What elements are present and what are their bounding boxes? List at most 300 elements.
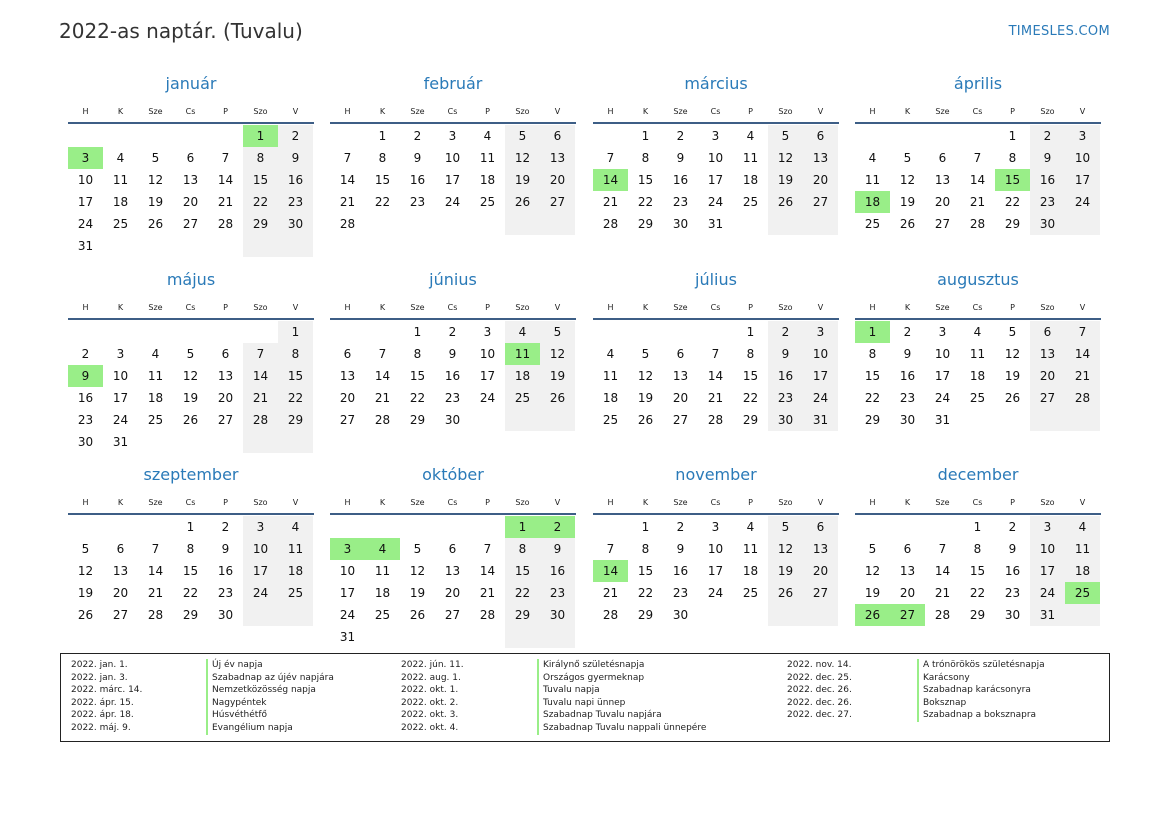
day-cell: 15 [505,560,540,582]
day-cell: 15 [243,169,278,191]
day-cell: 12 [768,538,803,560]
day-cell: 31 [934,413,951,427]
weekday-label: H [607,303,614,312]
weekday-label: K [904,107,911,116]
day-cell: 4 [973,325,982,339]
weekday-label: Sze [148,303,163,312]
day-cell: 6 [116,542,125,556]
weekday-label: V [292,303,299,312]
weekday-label: P [1010,107,1015,116]
weekday-label: V [292,107,299,116]
weekday-label: K [117,498,124,507]
day-cell: 6 [186,151,195,165]
day-cell: 21 [147,586,164,600]
day-cell: 9 [278,147,313,169]
day-cell: 8 [641,542,650,556]
day-cell: 14 [479,564,496,578]
day-cell: 29 [742,413,759,427]
day-cell: 20 [182,195,199,209]
day-cell: 26 [77,608,94,622]
day-cell: 30 [672,217,689,231]
weekday-label: K [904,498,911,507]
weekend-empty-cell [768,213,803,235]
weekday-label: Szo [778,303,793,312]
day-cell: 8 [973,542,982,556]
day-cell: 28 [602,608,619,622]
weekday-label: Sze [148,107,163,116]
legend-holiday-name: Húsvéthétfő [206,709,267,722]
day-cell: 13 [803,538,838,560]
day-cell: 8 [278,343,313,365]
month-divider [855,513,1101,515]
day-cell: 27 [934,217,951,231]
day-cell: 26 [409,608,426,622]
weekday-label: Sze [410,498,425,507]
weekday-label: Szo [778,107,793,116]
day-cell: 8 [868,347,877,361]
day-cell: 12 [1004,347,1021,361]
day-cell: 20 [934,195,951,209]
day-cell: 28 [602,217,619,231]
day-cell: 9 [413,151,422,165]
day-cell: 25 [742,586,759,600]
day-cell: 6 [343,347,352,361]
day-cell: 11 [479,151,496,165]
day-cell: 22 [278,387,313,409]
day-cell: 7 [221,151,230,165]
day-cell: 21 [969,195,986,209]
legend-date: 2022. jún. 11. [401,660,464,670]
day-cell: 25 [969,391,986,405]
day-cell: 25 [278,582,313,604]
weekday-header [855,298,1101,318]
weekday-header [68,298,314,318]
legend-holiday-name: Tuvalu napi ünnep [537,697,625,710]
day-cell: 12 [409,564,426,578]
day-cell: 25 [742,195,759,209]
legend-date: 2022. dec. 25. [787,672,852,683]
day-cell: 17 [243,560,278,582]
day-cell: 23 [672,195,689,209]
day-cell: 22 [409,391,426,405]
day-cell: 27 [672,413,689,427]
page-title: 2022-as naptár. (Tuvalu) [59,19,303,43]
day-cell: 31 [112,435,129,449]
day-cell: 4 [868,151,877,165]
legend-holiday-name: Királynő születésnapja [537,659,644,672]
day-cell: 13 [217,369,234,383]
day-cell: 19 [540,365,575,387]
day-cell: 2 [413,129,422,143]
day-cell: 24 [803,387,838,409]
weekend-empty-cell [505,213,540,235]
day-cell: 13 [339,369,356,383]
day-cell: 9 [1030,147,1065,169]
day-cell: 4 [505,321,540,343]
day-cell: 23 [217,586,234,600]
day-cell: 16 [217,564,234,578]
weekday-label: V [1079,107,1086,116]
weekday-label: Sze [935,498,950,507]
weekend-empty-cell [803,213,838,235]
day-cell: 22 [182,586,199,600]
day-cell: 18 [602,391,619,405]
holiday-day-cell: 27 [890,604,925,626]
day-cell: 24 [444,195,461,209]
day-cell: 24 [339,608,356,622]
day-cell: 22 [243,191,278,213]
day-cell: 20 [1030,365,1065,387]
holiday-day-cell: 9 [68,365,103,387]
weekday-label: K [642,107,649,116]
day-cell: 10 [1065,147,1100,169]
day-cell: 15 [374,173,391,187]
day-cell: 5 [868,542,877,556]
weekday-label: Sze [673,303,688,312]
day-cell: 12 [540,343,575,365]
weekend-empty-cell [1030,409,1065,431]
weekday-label: K [117,303,124,312]
legend-date: 2022. ápr. 15. [71,697,134,708]
day-cell: 12 [77,564,94,578]
day-cell: 7 [1065,321,1100,343]
day-cell: 10 [112,369,129,383]
day-cell: 9 [540,538,575,560]
day-cell: 6 [938,151,947,165]
day-cell: 12 [182,369,199,383]
day-cell: 11 [742,542,759,556]
day-cell: 5 [768,125,803,147]
holiday-day-cell: 14 [593,169,628,191]
weekday-label: K [117,107,124,116]
day-cell: 12 [768,147,803,169]
brand-link[interactable]: TIMESLES.COM [1008,24,1110,39]
day-cell: 13 [444,564,461,578]
day-cell: 17 [803,365,838,387]
day-cell: 22 [637,586,654,600]
day-cell: 22 [637,195,654,209]
legend-holiday-name: Szabadnap a boksznapra [917,709,1036,722]
day-cell: 26 [768,191,803,213]
day-cell: 18 [505,365,540,387]
day-cell: 14 [1065,343,1100,365]
day-cell: 6 [540,125,575,147]
weekday-label: Szo [253,498,268,507]
legend-date: 2022. dec. 26. [787,697,852,708]
day-cell: 15 [637,173,654,187]
day-cell: 18 [278,560,313,582]
weekday-label: H [607,498,614,507]
day-cell: 9 [221,542,230,556]
day-cell: 26 [637,413,654,427]
legend-holiday-name: A trónörökös születésnapja [917,659,1045,672]
day-cell: 30 [540,604,575,626]
day-cell: 26 [768,582,803,604]
day-cell: 5 [540,321,575,343]
legend-date: 2022. nov. 14. [787,660,852,670]
day-cell: 9 [676,151,685,165]
day-cell: 28 [1065,387,1100,409]
day-cell: 28 [479,608,496,622]
day-cell: 29 [637,217,654,231]
weekday-header [68,102,314,122]
day-cell: 4 [606,347,615,361]
day-cell: 25 [864,217,881,231]
weekday-label: K [379,107,386,116]
day-cell: 29 [505,604,540,626]
day-cell: 15 [637,564,654,578]
legend-holiday-name: Szabadnap karácsonyra [917,684,1031,697]
legend-holiday-name: Szabadnap Tuvalu nappali ünnepére [537,722,706,735]
day-cell: 15 [409,369,426,383]
legend-date: 2022. okt. 2. [401,697,459,708]
legend-holiday-name: Nemzetközösség napja [206,684,316,697]
month-name: november [675,465,757,484]
weekday-label: H [869,107,876,116]
legend-holiday-name: Nagypéntek [206,697,267,710]
day-cell: 25 [374,608,391,622]
month-name: május [166,270,216,289]
weekday-label: K [379,498,386,507]
day-cell: 30 [278,213,313,235]
day-cell: 2 [768,321,803,343]
day-cell: 30 [1030,213,1065,235]
day-cell: 2 [1030,125,1065,147]
day-cell: 16 [77,391,94,405]
day-cell: 17 [112,391,129,405]
month-name: február [423,74,483,93]
month-name: szeptember [143,465,239,484]
day-cell: 7 [973,151,982,165]
day-cell: 21 [602,195,619,209]
weekday-label: Szo [1040,498,1055,507]
weekend-empty-cell [278,235,313,257]
day-cell: 3 [1065,125,1100,147]
day-cell: 27 [112,608,129,622]
day-cell: 27 [444,608,461,622]
weekend-empty-cell [803,604,838,626]
weekday-label: P [485,498,490,507]
day-cell: 17 [444,173,461,187]
day-cell: 1 [186,520,195,534]
day-cell: 30 [217,608,234,622]
weekday-label: Sze [148,498,163,507]
day-cell: 9 [903,347,912,361]
weekday-label: H [82,498,89,507]
day-cell: 7 [483,542,492,556]
day-cell: 1 [746,325,755,339]
day-cell: 23 [1004,586,1021,600]
day-cell: 15 [742,369,759,383]
day-cell: 29 [1004,217,1021,231]
weekend-empty-cell [768,604,803,626]
day-cell: 18 [1065,560,1100,582]
day-cell: 29 [278,409,313,431]
day-cell: 13 [803,147,838,169]
day-cell: 20 [444,586,461,600]
day-cell: 30 [672,608,689,622]
day-cell: 1 [973,520,982,534]
weekday-label: H [82,303,89,312]
day-cell: 29 [182,608,199,622]
legend-holiday-name: Karácsony [917,672,970,685]
day-cell: 25 [479,195,496,209]
day-cell: 5 [903,151,912,165]
legend-holiday-name: Szabadnap az újév napjára [206,672,334,685]
day-cell: 2 [448,325,457,339]
day-cell: 23 [444,391,461,405]
legend-holiday-name: Tuvalu napja [537,684,600,697]
day-cell: 18 [374,586,391,600]
day-cell: 28 [374,413,391,427]
holiday-day-cell: 14 [593,560,628,582]
day-cell: 17 [934,369,951,383]
day-cell: 22 [505,582,540,604]
day-cell: 4 [278,516,313,538]
weekday-label: P [223,303,228,312]
day-cell: 5 [505,125,540,147]
weekday-label: K [379,303,386,312]
weekend-empty-cell [1065,409,1100,431]
month-divider [593,122,839,124]
weekday-label: P [485,303,490,312]
day-cell: 13 [672,369,689,383]
day-cell: 16 [768,365,803,387]
day-cell: 12 [899,173,916,187]
day-cell: 20 [803,560,838,582]
day-cell: 8 [641,151,650,165]
day-cell: 16 [409,173,426,187]
day-cell: 17 [77,195,94,209]
day-cell: 3 [483,325,492,339]
day-cell: 21 [217,195,234,209]
weekday-label: P [223,498,228,507]
weekday-label: V [292,498,299,507]
day-cell: 27 [1030,387,1065,409]
day-cell: 28 [707,413,724,427]
legend-date: 2022. márc. 14. [71,685,143,696]
weekday-label: V [1079,498,1086,507]
day-cell: 21 [374,391,391,405]
weekday-label: H [82,107,89,116]
day-cell: 17 [339,586,356,600]
day-cell: 5 [81,542,90,556]
day-cell: 23 [899,391,916,405]
day-cell: 19 [182,391,199,405]
day-cell: 13 [112,564,129,578]
day-cell: 7 [343,151,352,165]
day-cell: 31 [707,217,724,231]
weekday-header [330,493,576,513]
day-cell: 23 [540,582,575,604]
weekday-label: Cs [710,498,721,507]
day-cell: 31 [339,630,356,644]
day-cell: 23 [1030,191,1065,213]
day-cell: 17 [479,369,496,383]
day-cell: 20 [112,586,129,600]
day-cell: 15 [182,564,199,578]
day-cell: 10 [479,347,496,361]
day-cell: 4 [746,520,755,534]
legend-date: 2022. aug. 1. [401,672,461,683]
day-cell: 20 [672,391,689,405]
day-cell: 8 [505,538,540,560]
weekday-label: Szo [253,107,268,116]
weekend-empty-cell [540,213,575,235]
day-cell: 10 [1030,538,1065,560]
day-cell: 24 [1065,191,1100,213]
day-cell: 5 [768,516,803,538]
weekday-label: P [1010,498,1015,507]
day-cell: 27 [803,582,838,604]
day-cell: 25 [147,413,164,427]
day-cell: 16 [1030,169,1065,191]
weekday-label: Sze [935,107,950,116]
day-cell: 19 [768,560,803,582]
holiday-day-cell: 1 [855,321,890,343]
day-cell: 24 [77,217,94,231]
day-cell: 14 [217,173,234,187]
weekday-header [593,298,839,318]
weekday-label: P [1010,303,1015,312]
day-cell: 29 [969,608,986,622]
day-cell: 21 [243,387,278,409]
month-divider [68,122,314,124]
day-cell: 6 [903,542,912,556]
weekday-label: K [642,498,649,507]
day-cell: 14 [969,173,986,187]
day-cell: 18 [112,195,129,209]
day-cell: 21 [707,391,724,405]
day-cell: 11 [374,564,391,578]
weekday-label: Sze [673,107,688,116]
day-cell: 7 [243,343,278,365]
legend-date: 2022. dec. 27. [787,710,852,721]
month-name: június [429,270,477,289]
weekday-label: V [554,498,561,507]
day-cell: 6 [221,347,230,361]
day-cell: 5 [1008,325,1017,339]
weekday-label: P [748,303,753,312]
day-cell: 7 [378,347,387,361]
weekday-label: Cs [972,498,983,507]
day-cell: 2 [81,347,90,361]
day-cell: 26 [182,413,199,427]
weekday-header [330,102,576,122]
weekday-label: K [904,303,911,312]
weekday-label: H [869,303,876,312]
day-cell: 20 [540,169,575,191]
day-cell: 2 [1008,520,1017,534]
day-cell: 24 [707,586,724,600]
day-cell: 16 [672,173,689,187]
legend-date: 2022. okt. 1. [401,685,459,696]
weekend-empty-cell [278,431,313,453]
day-cell: 7 [711,347,720,361]
day-cell: 18 [479,173,496,187]
day-cell: 13 [540,147,575,169]
day-cell: 25 [505,387,540,409]
day-cell: 10 [707,542,724,556]
day-cell: 28 [969,217,986,231]
day-cell: 15 [278,365,313,387]
day-cell: 3 [711,129,720,143]
day-cell: 11 [112,173,129,187]
day-cell: 11 [602,369,619,383]
day-cell: 2 [903,325,912,339]
day-cell: 19 [768,169,803,191]
day-cell: 30 [444,413,461,427]
